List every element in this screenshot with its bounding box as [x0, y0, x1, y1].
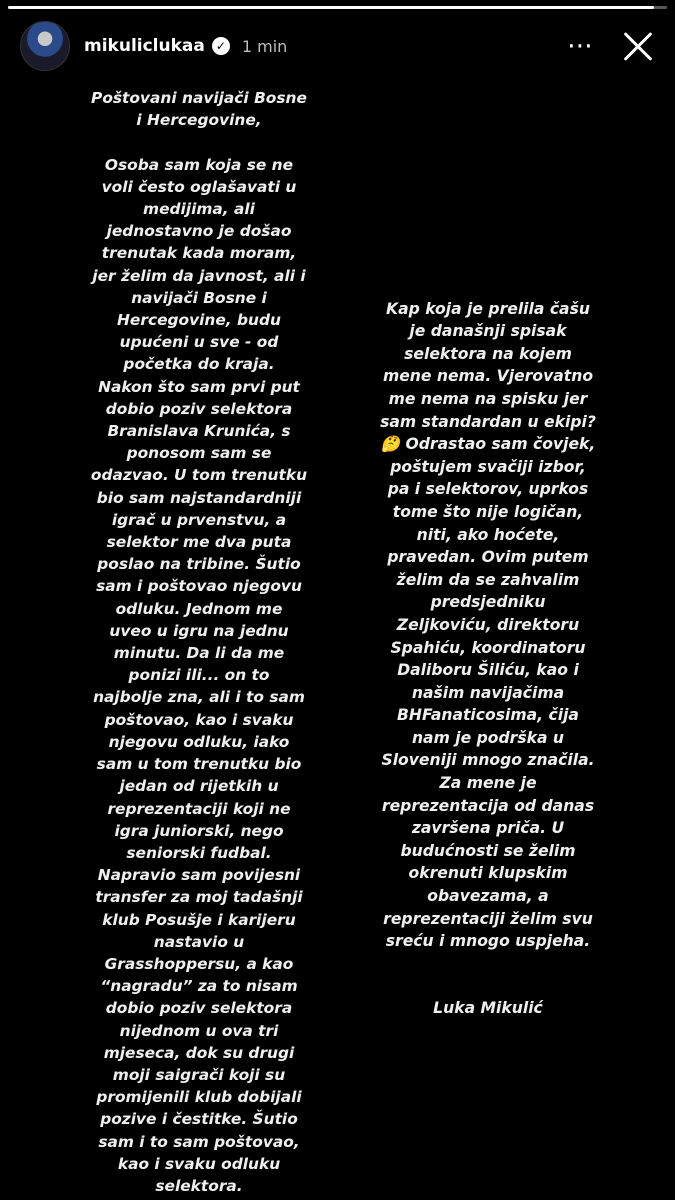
close-icon[interactable] — [621, 29, 655, 63]
username[interactable]: mikuliclukaa — [84, 36, 205, 56]
story-header — [20, 20, 655, 72]
verified-badge-icon: ✓ — [212, 37, 230, 55]
more-options-icon[interactable]: ⋯ — [567, 31, 595, 61]
avatar[interactable] — [20, 21, 70, 71]
signature: Luka Mikulić — [433, 999, 543, 1018]
story-progress-fill — [8, 6, 654, 9]
story-progress-bar — [8, 6, 667, 9]
story-text-right-body: Kap koja je prelila čašu je današnji spisak selektora na kojem mene nema. Vjerovatno me nema na spisku jer sam standardan u ekipi? 🤔 Odrastao sam čovjek, poštujem svačiji izbor, pa i selektorov, uprkos tome što nije logičan, niti, ako hoćete, pravedan. Ovim putem želim da se zahvalim predsjedniku Zeljkoviću, direktoru Spahiću, koordinatoru Daliboru Šiliću, kao i našim navijačima BHFanaticosima, čija nam je podrška u Sloveniji mnogo značila. Za mene je reprezentacija od danas završena priča. U budućnosti se želim okrenuti klupskim obavezama, a reprezentaciji želim svu sreću i mnogo uspjeha. — [380, 299, 596, 951]
post-time: 1 min — [241, 36, 288, 56]
story-text-left-column: Poštovani navijači Bosne i Hercegovine, Osoba sam koja se ne voli često oglašavati u medijima, ali jednostavno je došao trenutak kada moram, jer želim da javnost, ali i navijači Bosne i Hercegovine, budu upućeni u sve - od početka do kraja. Nakon što sam prvi put dobio poziv selektora Branislava Krunića, s ponosom sam se odazvao. U tom trenutku bio sam najstandardniji igrač u prvenstvu, a selektor me dva puta poslao na tribine. Šutio sam i poštovao njegovu odluku. Jednom me uveo u igru na jednu minutu. Da li da me ponizi ili... on to najbolje zna, ali i to sam poštovao, kao i svaku njegovu odluku, iako sam u tom trenutku bio jedan od rijetkih u reprezentaciji koji ne igra juniorski, nego seniorski fudbal. Napravio sam povijesni transfer za moj tadašnji klub Posušje i karijeru nastavio u Grasshoppersu, a kao “nagradu” za to nisam dobio poziv selektora nijednom u ova tri mjeseca, dok su drugi moji saigrači koji su promijenili klub dobijali pozive i čestitke. Šutio sam i to sam poštovao, kao i svaku odluku selektora. — [90, 89, 308, 1195]
story-text-right-column — [338, 275, 638, 1043]
